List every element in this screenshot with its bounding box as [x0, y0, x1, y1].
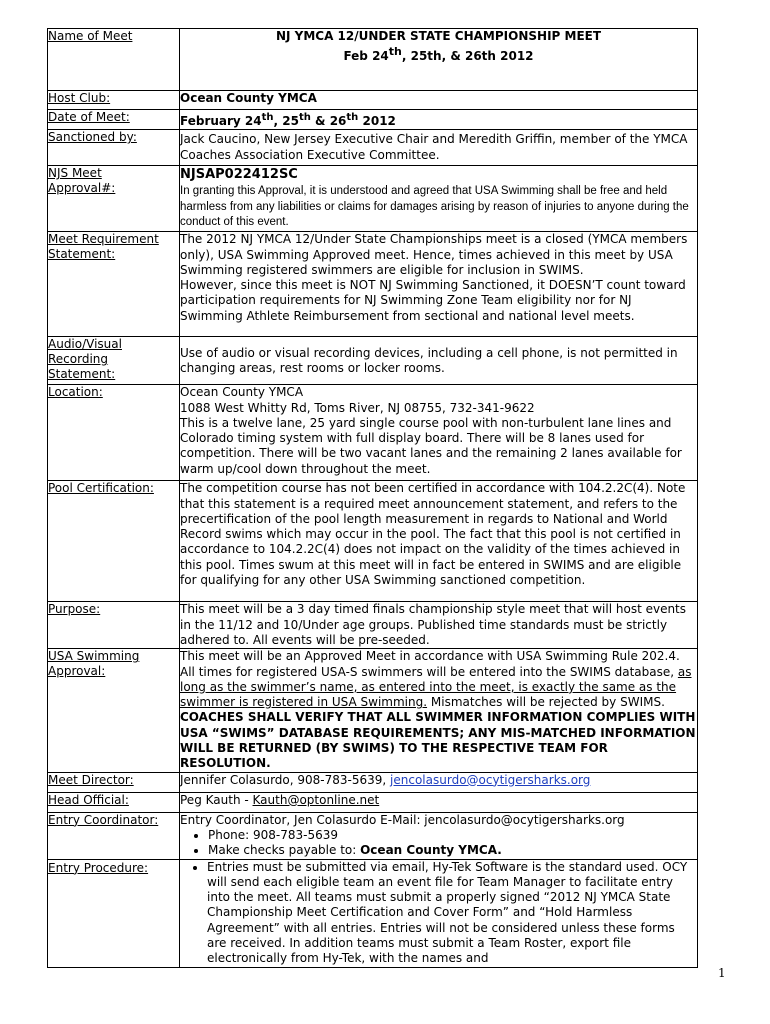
label-usa-swimming-approval: USA Swimming Approval:: [48, 649, 180, 772]
host-club-value: Ocean County YMCA: [180, 91, 698, 110]
head-official-email-link[interactable]: Kauth@optonline.net: [252, 792, 380, 807]
page-number: 1: [718, 966, 726, 980]
label-sanctioned-by: Sanctioned by:: [48, 130, 180, 166]
date-of-meet-value: February 24th, 25th & 26th 2012: [180, 110, 698, 130]
entry-coordinator-value: [180, 812, 698, 859]
label-purpose: Purpose:: [48, 602, 180, 649]
audio-visual-value: Use of audio or visual recording devices, including a cell phone, is not permitted in changing areas, rest rooms or locker rooms.: [180, 337, 698, 385]
meet-title-line1: NJ YMCA 12/UNDER STATE CHAMPIONSHIP MEET: [275, 29, 602, 43]
entry-procedure-value: [180, 859, 698, 967]
njs-approval-code: NJSAP022412SC: [180, 167, 298, 183]
purpose-value: This meet will be a 3 day timed finals championship style meet that will host events in the 11/12 and 10/Under age groups. Published time standards must be strictly adhered to. All events will be pre-seeded.: [180, 602, 698, 649]
entry-coordinator-list: [180, 828, 697, 859]
meet-title-line2: Feb 24th, 25th, & 26th 2012: [343, 45, 534, 64]
entry-coordinator-checks: • Make checks payable to: Ocean County YMCA.: [208, 843, 697, 858]
meet-requirement-value: [180, 232, 698, 337]
label-entry-procedure: Entry Procedure:: [48, 859, 180, 967]
meet-title: [180, 29, 698, 91]
sanctioned-by-value: Jack Caucino, New Jersey Executive Chair and Meredith Griffin, member of the YMCA Coaches Association Executive Committee.: [180, 130, 698, 166]
njs-approval-value: [180, 166, 698, 232]
label-date-of-meet: Date of Meet:: [48, 110, 180, 130]
label-host-club: Host Club:: [48, 91, 180, 110]
head-official-value: Peg Kauth - Kauth@optonline.net: [180, 792, 698, 812]
meet-director-value: Jennifer Colasurdo, 908-783-5639, jencolasurdo@ocytigersharks.org: [180, 772, 698, 792]
entry-procedure-item: • Entries must be submitted via email, Hy-Tek Software is the standard used. OCY will send each eligible team an event file for Team Manager to facilitate entry into the meet. All teams must submit a properly signed “2012 NJ YMCA State Championship Meet Certification and Cover Form” and “Hold Harmless Agreement” with all entries. Entries will not be considered unless these forms are received. In addition teams must submit a Team Roster, export file electronically from Hy-Tek, with the names and: [207, 860, 697, 967]
label-meet-director: Meet Director:: [48, 772, 180, 792]
location-description: This is a twelve lane, 25 yard single course pool with non-turbulent lane lines and Colorado timing system with full display board. There will be 8 lanes used for competition. There will be two vacant lanes and the remaining 2 lanes available for warm up/cool down throughout the meet.: [180, 415, 682, 476]
njs-approval-text: In granting this Approval, it is understood and agreed that USA Swimming shall be free and held harmless from any liabilities or claims for damages arising by reason of injuries to anyone during the conduct of this event.: [180, 185, 689, 229]
meet-info-table: [47, 28, 698, 968]
meet-requirement-p2: However, since this meet is NOT NJ Swimming Sanctioned, it DOESN’T count toward participation requirements for NJ Swimming Zone Team eligibility nor for NJ Swimming Athlete Reimbursement from sectional and national level meets.: [180, 278, 686, 323]
label-head-official: Head Official:: [48, 792, 180, 812]
entry-coordinator-line: Entry Coordinator, Jen Colasurdo E-Mail: jencolasurdo@ocytigersharks.org: [180, 812, 625, 827]
entry-coordinator-phone: • Phone: 908-783-5639: [208, 828, 697, 843]
label-njs-meet-approval: NJS Meet Approval#:: [48, 166, 180, 232]
label-name-of-meet: Name of Meet: [48, 29, 180, 91]
entry-procedure-list: [180, 860, 697, 967]
location-name: Ocean County YMCA: [180, 385, 304, 400]
label-meet-requirement: Meet Requirement Statement:: [48, 232, 180, 337]
meet-requirement-p1: The 2012 NJ YMCA 12/Under State Championships meet is a closed (YMCA members only), USA Swimming Approved meet. Hence, times achieved in this meet by USA Swimming registered swimmers are eligible for inclusion in SWIMS.: [180, 232, 688, 277]
pool-certification-value: The competition course has not been certified in accordance with 104.2.2C(4). Note that this statement is a required meet announcement statement, and refers to the precertification of the pool length measurement in regards to National and World Record swims which may occur in the pool. The fact that this pool is not certified in accordance to 104.2.2C(4) does not impact on the validity of the times achieved in this pool. Times swum at this meet will in fact be entered in SWIMS and are eligible for qualifying for any other USA Swimming sanctioned competition.: [180, 481, 698, 602]
location-address: 1088 West Whitty Rd, Toms River, NJ 08755, 732-341-9622: [180, 400, 535, 415]
label-location: Location:: [48, 385, 180, 481]
label-audio-visual: Audio/Visual Recording Statement:: [48, 337, 180, 385]
label-entry-coordinator: Entry Coordinator:: [48, 812, 180, 859]
usa-approval-value: This meet will be an Approved Meet in accordance with USA Swimming Rule 202.4. All times for registered USA-S swimmers will be entered into the SWIMS database, as long as the swimmer’s name, as entered into the meet, is exactly the same as the swimmer is registered in USA Swimming. Mismatches will be rejected by SWIMS. COACHES SHALL VERIFY THAT ALL SWIMMER INFORMATION COMPLIES WITH USA “SWIMS” DATABASE REQUIREMENTS; ANY MIS-MATCHED INFORMATION WILL BE RETURNED (BY SWIMS) TO THE RESPECTIVE TEAM FOR RESOLUTION.: [180, 649, 696, 771]
meet-director-email-link[interactable]: jencolasurdo@ocytigersharks.org: [390, 772, 591, 787]
location-value: [180, 385, 698, 481]
label-pool-certification: Pool Certification:: [48, 481, 180, 602]
